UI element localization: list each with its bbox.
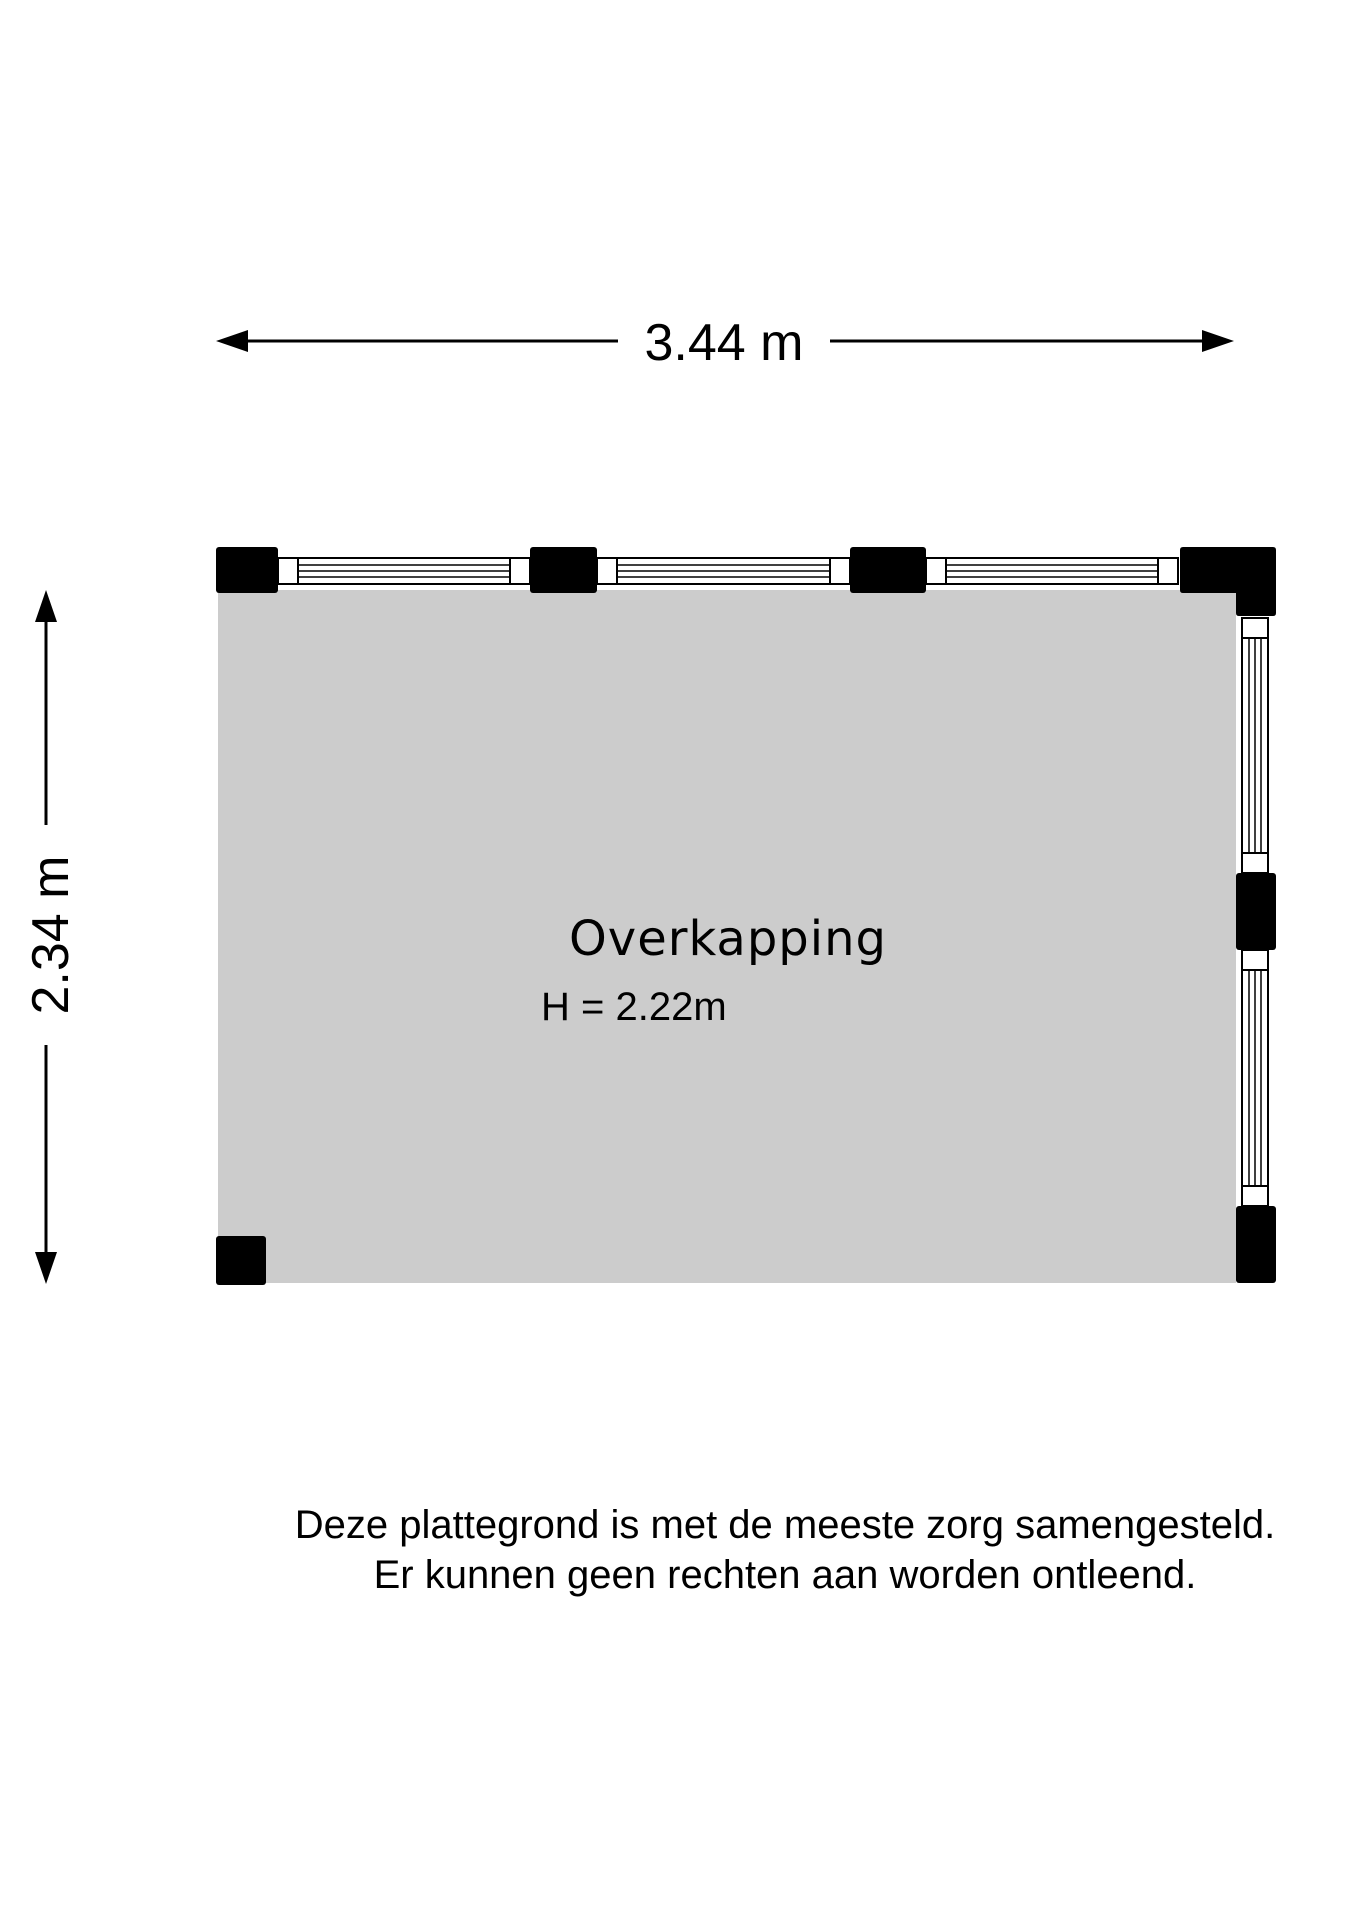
width-label: 3.44 m bbox=[644, 314, 804, 372]
post-bottom-right bbox=[1236, 1206, 1276, 1283]
window-frame bbox=[597, 558, 850, 584]
depth-label: 2.34 m bbox=[22, 855, 80, 1015]
depth-arrow-top bbox=[35, 590, 57, 622]
post-bottom-left bbox=[216, 1236, 266, 1285]
width-dimension bbox=[216, 314, 1234, 372]
post-top-middle-left bbox=[530, 547, 597, 593]
disclaimer bbox=[230, 1500, 1340, 1600]
window-frame bbox=[278, 558, 530, 584]
width-arrow-right bbox=[1202, 330, 1234, 352]
depth-dimension bbox=[22, 590, 80, 1284]
window-frame bbox=[1242, 618, 1268, 873]
depth-arrow-bottom bbox=[35, 1252, 57, 1284]
room-height: H = 2.22m bbox=[541, 985, 727, 1029]
room-name: Overkapping bbox=[569, 911, 887, 967]
post-top-left bbox=[216, 547, 278, 593]
width-arrow-left bbox=[216, 330, 248, 352]
post-top-middle-right bbox=[850, 547, 926, 593]
top-window-frames bbox=[278, 558, 1178, 584]
disclaimer-line-1: Deze plattegrond is met de meeste zorg samengesteld. bbox=[294, 1503, 1276, 1547]
post-right-middle bbox=[1236, 873, 1276, 950]
window-frame bbox=[926, 558, 1178, 584]
window-frame bbox=[1242, 950, 1268, 1206]
disclaimer-line-2: Er kunnen geen rechten aan worden ontleend. bbox=[373, 1553, 1197, 1597]
